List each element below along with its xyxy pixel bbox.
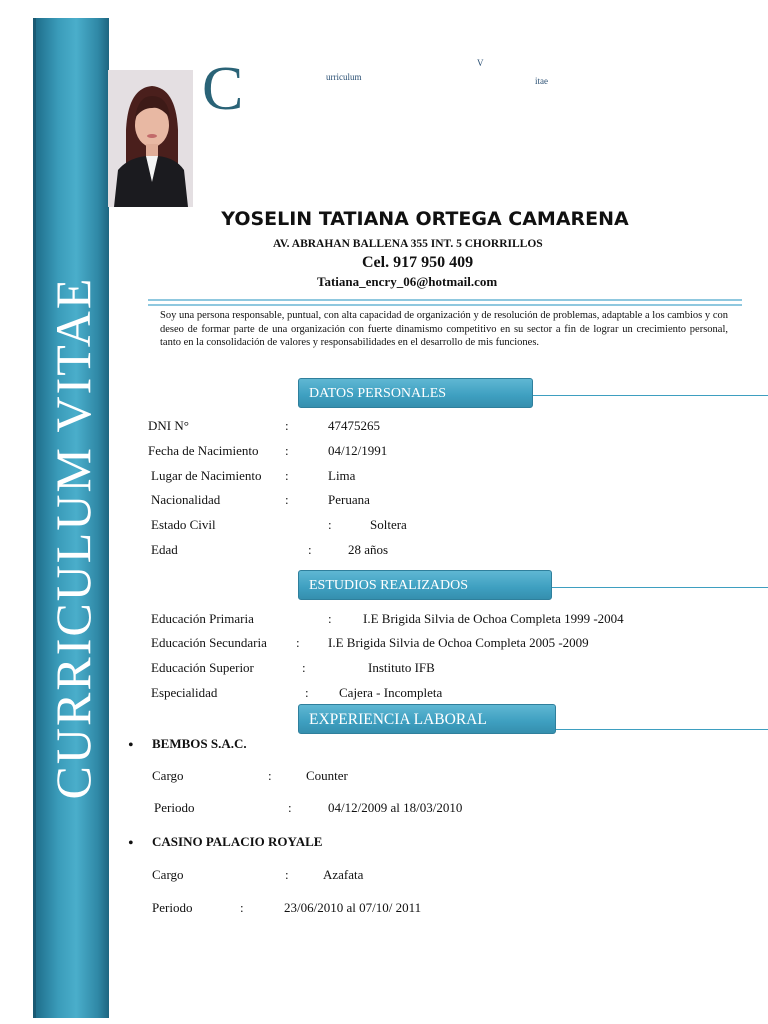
profile-photo-illustration — [108, 70, 193, 207]
job-company: CASINO PALACIO ROYALE — [152, 834, 323, 849]
personal-label: Nacionalidad — [151, 492, 221, 507]
sidebar-banner — [33, 18, 109, 1018]
study-sep: : — [296, 635, 300, 650]
personal-sep: : — [285, 492, 289, 507]
job-cargo-sep: : — [268, 768, 272, 783]
study-label: Especialidad — [151, 685, 218, 700]
job-periodo-sep: : — [240, 900, 244, 915]
job-cargo-sep: : — [285, 867, 289, 882]
section-heading-personal: DATOS PERSONALES — [298, 378, 533, 408]
header-initial-c: C — [202, 55, 244, 123]
study-value: I.E Brigida Silvia de Ochoa Completa 1999 -2004 — [363, 611, 624, 626]
job-cargo-value: Counter — [306, 768, 348, 783]
study-label: Educación Superior — [151, 660, 254, 675]
personal-label: Estado Civil — [151, 517, 216, 532]
header-initial-v: V — [477, 58, 484, 68]
section-heading-studies: ESTUDIOS REALIZADOS — [298, 570, 552, 600]
candidate-address: AV. ABRAHAN BALLENA 355 INT. 5 CHORRILLOS — [273, 238, 543, 250]
job-periodo-sep: : — [288, 800, 292, 815]
personal-label: DNI N° — [148, 418, 189, 433]
job-periodo-value: 04/12/2009 al 18/03/2010 — [328, 800, 463, 815]
personal-value: 47475265 — [328, 418, 380, 433]
candidate-name: YOSELIN TATIANA ORTEGA CAMARENA — [221, 208, 629, 230]
job-cargo-label: Cargo — [152, 867, 184, 882]
candidate-phone: Cel. 917 950 409 — [362, 254, 474, 271]
personal-value: 04/12/1991 — [328, 443, 388, 458]
personal-label: Edad — [151, 542, 178, 557]
section-rule-personal — [533, 395, 768, 396]
section-heading-experience: EXPERIENCIA LABORAL — [298, 704, 556, 734]
job-periodo-label: Periodo — [154, 800, 195, 815]
personal-sep: : — [285, 468, 289, 483]
study-sep: : — [302, 660, 306, 675]
personal-sep: : — [285, 443, 289, 458]
study-value: Cajera - Incompleta — [339, 685, 443, 700]
personal-label: Fecha de Nacimiento — [148, 443, 259, 458]
study-sep: : — [305, 685, 309, 700]
job-company: BEMBOS S.A.C. — [152, 736, 247, 751]
section-rule-studies — [552, 587, 768, 588]
personal-value: 28 años — [348, 542, 389, 557]
study-label: Educación Secundaria — [151, 635, 267, 650]
divider-bottom — [148, 304, 742, 306]
job-cargo-label: Cargo — [152, 768, 184, 783]
study-sep: : — [328, 611, 332, 626]
header-word-urriculum: urriculum — [326, 72, 362, 82]
personal-sep: : — [328, 517, 332, 532]
profile-photo — [108, 70, 193, 207]
study-value: Instituto IFB — [368, 660, 435, 675]
personal-value: Lima — [328, 468, 356, 483]
candidate-email: Tatiana_encry_06@hotmail.com — [317, 274, 498, 289]
header-word-itae: itae — [535, 76, 548, 86]
job-periodo-label: Periodo — [152, 900, 193, 915]
job-cargo-value: Azafata — [323, 867, 364, 882]
bullet-icon: • — [128, 835, 134, 852]
section-rule-experience — [556, 729, 768, 730]
sidebar-title: CURRICULUM VITAE — [44, 276, 101, 800]
personal-sep: : — [285, 418, 289, 433]
job-periodo-value: 23/06/2010 al 07/10/ 2011 — [284, 900, 422, 915]
study-value: I.E Brigida Silvia de Ochoa Completa 2005 -2009 — [328, 635, 589, 650]
personal-value: Soltera — [370, 517, 407, 532]
profile-summary: Soy una persona responsable, puntual, con alta capacidad de organización y de resolución de problemas, adaptable a los cambios y con deseo de formar parte de una organización con fuerte dinamismo competitivo en su sector a fin de lograr un crecimiento personal, tanto en la consolidación de valores y responsabilidades en el desarrollo de mis funciones. — [160, 310, 728, 348]
personal-value: Peruana — [328, 492, 370, 507]
divider-top — [148, 299, 742, 301]
personal-sep: : — [308, 542, 312, 557]
bullet-icon: • — [128, 737, 134, 754]
personal-label: Lugar de Nacimiento — [151, 468, 262, 483]
study-label: Educación Primaria — [151, 611, 254, 626]
